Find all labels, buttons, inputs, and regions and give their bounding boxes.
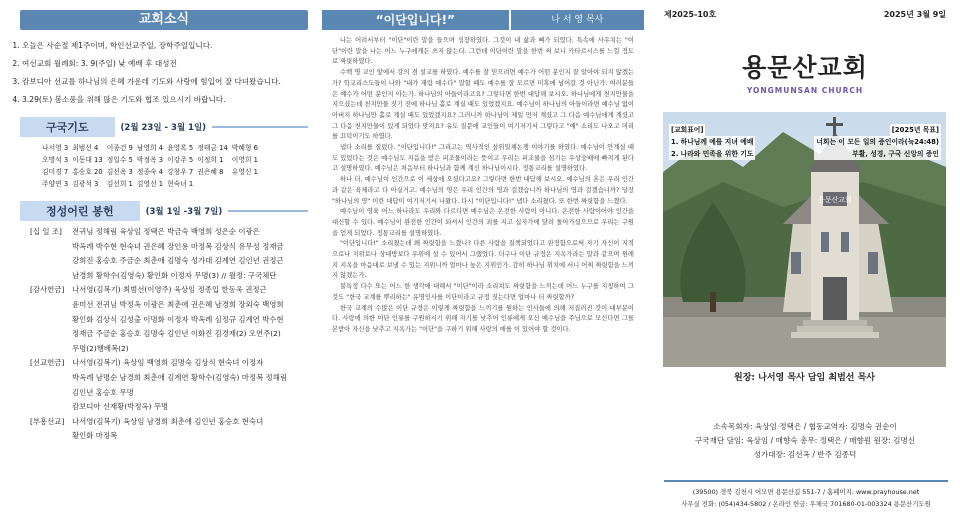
preacher-name: 나 서 영 목사: [509, 10, 644, 30]
sermon-paragraph: 예수님이 영육 어느 하나라도 우리와 다르다면 예수님은 온전한 사람이 아니다. 온전한 사람이어야 인간을 대신할 수 있다. 예수님이 완전한 인간이 되셔서 인간의 죄를 지고 십자가에 달려 돌아가셨으므로 우리는 구원을 얻게 되었다. 정통교리를 설명하였다.: [332, 208, 634, 237]
left-column: [0, 0, 318, 528]
offering-row: [30, 429, 310, 444]
staff-line-2: 소속목회자: 육상임 정택은 / 협동교역자: 김명숙 권순이: [713, 422, 897, 431]
offering-names: 남경희 황학수(김영숙) 황인화 이정자 무명(3) // 월정: 구국체단: [72, 270, 277, 280]
divider: [212, 126, 308, 128]
offering-label: [30, 327, 72, 342]
offering-label: [30, 342, 72, 357]
offering-label: [30, 254, 72, 269]
cover-column: [650, 0, 960, 528]
offering-names: 나서영(김복기) 육상임 남경희 최춘애 김인년 홍승호 현숙녀: [72, 416, 264, 426]
offering-label: [선교헌금]: [30, 358, 65, 368]
offering-names: 박옥례 남명순 남경희 최춘애 김계연 황학수(김영숙) 마정복 정해림: [72, 372, 287, 382]
offering-row: [30, 371, 310, 386]
sermon-paragraph: 냅다 소리를 질렀다. "이단입니다!" 그리고는 역사적인 삼위일체논쟁 이야기를 하였다. 예수님이 안계실 때도 있었다는 것은 예수님도 지음을 받은 피조물이라는 뜻이고 우리는 피조물을 섬기는 우상숭배에 빠지게 된다고 설명하였다. 예수님은 처음부터 하나님과 함께 계신 하나님이시다. 정통교리를 설명하였다.: [332, 144, 634, 173]
issue-row: [664, 9, 946, 20]
sermon-title: “이단입니다!”: [322, 10, 509, 30]
prayer-cell: 정일수 5: [106, 156, 133, 164]
prayer-cell: 남영희 4: [136, 144, 164, 152]
notice-banner: 교회소식: [20, 10, 308, 30]
offering-names: 나서영(김복기) 육상임 백영희 김명숙 김상식 현숙녀 이정자: [72, 358, 264, 368]
prayer-cell: 김영선 1: [136, 180, 164, 188]
offering-names: 캄보디아 신재황(박정옥) 무명: [72, 402, 169, 412]
prayer-cell: 김광석 3: [72, 180, 99, 188]
church-name: 용문산교회: [742, 53, 868, 82]
offering-label: [30, 400, 72, 415]
notice-item: 3. 캄보디아 선교를 하나님의 은혜 가운데 기도와 사랑에 힘입어 잘 다녀왔습니다.: [22, 74, 304, 89]
sermon-body: [332, 36, 634, 336]
motto-overlay: [669, 124, 941, 160]
offering-row: [30, 313, 310, 328]
notice-item: 2. 여선교회 월례회: 3. 9(주일) 낮 예배 후 대성전: [22, 56, 304, 71]
offering-names: 황인화 김상식 김성출 이명화 이정자 박옥례 심정규 김계연 박수현: [72, 314, 284, 324]
offering-label: [감사헌금]: [30, 285, 65, 295]
prayer-cell: 박혜형 6: [231, 144, 258, 152]
prayer-row: [42, 177, 262, 189]
offering-label: [30, 386, 72, 401]
goal-block: [814, 124, 941, 160]
prayer-cell: 이동대 13: [72, 156, 103, 164]
offering-names: 강희진 홍승호 주금순 최춘애 김명숙 성가대 김계연 김인년 권정근: [72, 256, 284, 266]
notice-item: 4. 3.29(토) 봄소풍을 위해 많은 기도와 협조 있으시기 바랍니다.: [22, 92, 304, 107]
staff-info: [650, 420, 960, 462]
sermon-paragraph: 하나 더. 예수님이 인간으로 이 세상에 오셨다고요? 그렇다면 한번 대답해 보시오. 예수님의 혼은 우리 인간과 같은 육체라고 다 아실거고. 예수님의 영은 우리 인간의 영과 걸겠습니까 하나님의 영과 걸겠습니까? 당장 "하나님의 영" 이란 대답이 여기저기서 나왔다. 다시 "이단입니다!" 냅다 소리쳤다. 또 한번 짜릿함을 느꼈다.: [332, 176, 634, 205]
prayer-table: [42, 141, 262, 189]
offering-label: [30, 429, 72, 444]
church-name-en: YONGMUNSAN CHURCH: [746, 86, 864, 95]
goal-sub: 부활, 성경, 구국 신앙의 증인: [814, 148, 941, 160]
offering-row: [30, 386, 310, 401]
offering-names: 김인년 홍승호 무명: [72, 387, 134, 397]
offering-row: [30, 240, 310, 255]
sermon-paragraph: 불특정 다수 또는 어느 한 생각에 대해서 "이단"이라 소리쳐도 짜릿함을 느끼는데 어느 누구를 지칭하여 그것도 "한국 교계를 뿌리하는" 유명인사를 이단이라고 규정 짓는다면 얼마나 더 짜릿할까?: [332, 283, 634, 301]
offering-label: [30, 371, 72, 386]
vision-block: [669, 124, 755, 160]
offering-label: [30, 240, 72, 255]
offering-label: [30, 298, 72, 313]
offering-title: 정성어린 봉헌: [20, 201, 140, 221]
offering-names: 박옥례 박수현 현숙녀 권은혜 장인용 마정복 김상식 유무성 정재금: [72, 241, 284, 251]
offering-row: [30, 283, 310, 298]
offering-row: [30, 254, 310, 269]
prayer-cell: 김미경 7: [42, 168, 69, 176]
prayer-cell: 나서영 3: [42, 144, 69, 152]
vision-label: [교회표어]: [671, 126, 704, 134]
prayer-cell: 오명석 3: [42, 156, 69, 164]
offering-row: [30, 298, 310, 313]
prayer-date: (2월 23일 - 3월 1일): [120, 123, 207, 133]
sermon-paragraph: 나는 어려서부터 "이단"이란 말을 들으며 성장하였다. 그것이 내 삶과 뼈가 되었다. 특속에 사우치는 "이단"이란 말을 나는 어느 누구에게든 쓰지 않는다. 그런데 이단이란 말을 한번 써 보니 카타르시스를 느낄 정도로 짜릿하였다.: [332, 37, 634, 66]
offering-label: [부흥선교]: [30, 416, 65, 426]
prayer-row: [42, 165, 262, 177]
offering-label: [십 일 조]: [30, 227, 62, 236]
offering-row: [30, 356, 310, 371]
vision-item-1: 1. 하나님께 예를 지녀 예배: [671, 138, 754, 146]
offering-groups: [30, 225, 310, 444]
offering-date: (3월 1일 -3월 7일): [145, 207, 223, 217]
prayer-cell: 권은혜 8: [197, 168, 224, 176]
contact: 사무실 전화: (054)434-5802 / 온라인 헌금: 우체국 701680-01-003324 용문산기도원: [681, 500, 931, 508]
divider: [228, 210, 308, 212]
offering-names: 나서영(김복기) 최범선(이영주) 육상임 정종입 한동욱 권정근: [72, 285, 267, 295]
offering-row: [30, 269, 310, 284]
prayer-cell: 김선희 1: [106, 180, 133, 188]
prayer-cell: 강창우 7: [167, 168, 194, 176]
sermon-paragraph: 수백 명 교인 앞에서 강의 겸 설교를 하였다. 예수를 잘 믿으려면 예수가 어떤 분인지 잘 알아야 되지 않겠는가? 학교리스도들이 나와 "내가 재림 예수다" 말할 때도 예수를 잘 모르면 미혹에 넘어갈 것 아닌가. 여러분들은 예수가 어떤 분인지 아는가. 하나님의 아들이라고요? 그렇다면 한번 대답해 보시오. 하나님에게 천지만물을 지으셨는데 천지만물 짓기 전에 하나님 홀로 계실 때도 있었겠지요. 예수님이 하나님의 아들이라면 예수님 없이 아버지 하나님만 홀로 계실 때도 있었겠지요? 그러니까 하나님이 제일 먼저 계셨고 그 다음 예수님에게 계셨고 그 다음 천지만물이 있게 되었다 맞지요? 유도 질문에 교인들이 여기저기서 그렇다고 "예" 소리도 나오고 머리를 끄덕이기도 하였다.: [332, 69, 634, 141]
goal-text: 너희는 이 모든 일의 증인이라(눅24:48): [816, 138, 939, 146]
prayer-cell: 정종숙 4: [136, 168, 164, 176]
offering-names: 무명(2)행배복(2): [72, 343, 129, 353]
issue-date: 2025년 3월 9일: [883, 10, 946, 19]
prayer-cell: [197, 177, 232, 189]
prayer-cell: 이영희 1: [231, 156, 258, 164]
offering-row: [30, 415, 310, 430]
prayer-cell: 최범선 4: [72, 144, 99, 152]
offering-row: [30, 225, 310, 240]
pastor-line: 원장: 나서영 목사 담임 최범선 목사: [734, 373, 875, 383]
offering-names: 윤미선 전귀님 박정옥 이광은 최춘애 권은혜 남경희 장외숙 백영희: [72, 299, 284, 309]
prayer-cell: 홍승호 20: [72, 168, 103, 176]
church-sign-text: 용문산교회: [818, 196, 852, 204]
prayer-row: [42, 141, 262, 153]
offering-row: [30, 327, 310, 342]
prayer-cell: 김선옥 3: [106, 168, 133, 176]
prayer-cell: 정태금 14: [197, 144, 228, 152]
prayer-title: 구국기도: [20, 117, 115, 137]
prayer-cell: 이종건 9: [106, 144, 133, 152]
sermon-paragraph: "이단입니다!" 소리쳤는데 왜 짜릿함을 느꼈나? 다른 사람을 질책되었다고 판정함으로써 자기 자신이 지적으로나 지위로나 상대방보다 우위에 설 수 있어서 그랬었다. 더구나 이단 규정은 지옥가라는 말과 같으며 원래지 지옥을 마음대로 보낼 수 있는 지위니까 얼마나 높은 지위인가. 감히 하나님 위치에 서니 어찌 짜릿함을 느끼지 않겠는가.: [332, 240, 634, 280]
prayer-cell: [232, 177, 262, 189]
address: (39500) 경북 김천시 어모면 용문산길 551-7 / 홈페이지: www.prayhouse.net: [692, 488, 920, 496]
prayer-cell: 박정옥 3: [136, 156, 164, 164]
sermon-paragraph: 한국 교계의 수많은 이단 규정은 이렇게 짜릿함을 느끼기를 원하는 인사들에 의해 저질러진 것이 대부분이다. 사랑에 의한 이단 인류를 구원하시기 위해 자기를 낮추어 인류에게 오신 예수님을 주님으로 모신다면 그를 본받아 자신을 낮추고 지옥가는 "이단"을 구하기 위해 사랑의 애를 이 있어야 할 것이다.: [332, 304, 634, 333]
sermon-column: [322, 0, 644, 528]
issue-number: 제2025-10호: [664, 10, 717, 19]
goal-label: [2025년 목표]: [891, 126, 939, 134]
offering-row: [30, 342, 310, 357]
offering-row: [30, 400, 310, 415]
notice-item: 1. 오늘은 사순절 제1주이며, 학인선교주일, 장학주일입니다.: [22, 38, 304, 53]
prayer-cell: 주양연 3: [42, 180, 69, 188]
staff-line-4: 성가대장: 김선옥 / 반주 김종덕: [753, 450, 857, 459]
vision-item-2: 2. 나라와 민족을 위한 기도: [671, 150, 754, 158]
offering-names: 전귀님 정해림 육상임 정택은 박금숙 백영희 성은순 이광은: [72, 227, 260, 236]
offering-names: 정재금 주금순 홍승호 김명숙 김인년 이화진 김경재(2) 오연주(2): [72, 329, 281, 339]
notice-list: [22, 38, 304, 107]
prayer-cell: 유영신 1: [231, 168, 258, 176]
footer: [664, 480, 948, 510]
prayer-cell: 이정희 1: [197, 156, 224, 164]
offering-label: [30, 313, 72, 328]
prayer-cell: 윤영록 5: [167, 144, 194, 152]
offering-names: 황인화 마정복: [72, 431, 118, 441]
offering-label: [30, 269, 72, 284]
sermon-header: [322, 10, 644, 30]
prayer-section-header: [20, 117, 308, 137]
prayer-cell: 현숙녀 1: [167, 180, 194, 188]
offering-section-header: [20, 201, 308, 221]
staff-line-3: 구국재단 담임: 육상임 / 매향숙 총무: 정택은 / 매향원 원장: 김명신: [694, 436, 916, 445]
prayer-row: [42, 153, 262, 165]
prayer-cell: 이강주 5: [167, 156, 194, 164]
